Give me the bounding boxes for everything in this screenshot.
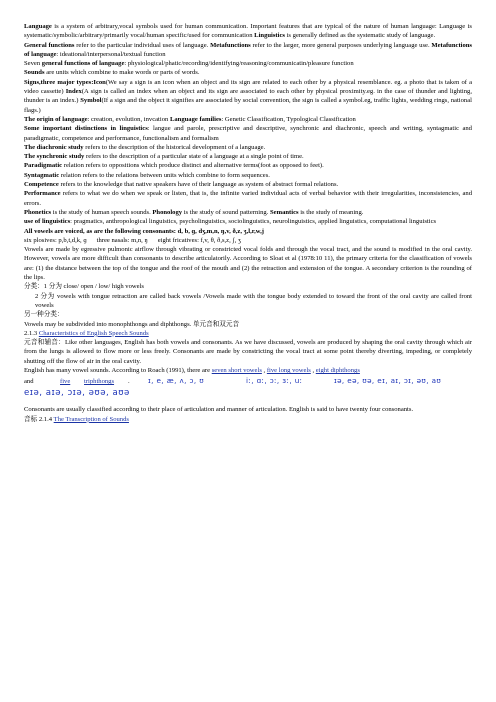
para-language-definition: Language is a system of arbitrary,vocal symbols used for human communication. Important features that are typical of the nature of human language: Language is systematic/symbolic/arbitrary/primarily vocal/human specific/used for communication Linguistics is generally defined as the systematic study of language. xyxy=(24,23,472,40)
para-section-213: 2.1.3 Characteristics of English Speech Sounds xyxy=(24,329,149,337)
document-page xyxy=(24,22,472,424)
link-triphthongs[interactable]: triphthongs xyxy=(84,378,115,386)
para-section-214: 音标 2.1.4 The Transcription of Sounds xyxy=(24,415,129,423)
link-five[interactable]: five xyxy=(60,378,71,386)
link-transcription[interactable]: The Transcription of Sounds xyxy=(53,415,129,423)
para-origin-families: The origin of language: creation, evolution, invcation Language families: Genetic Classification, Typological Classification xyxy=(24,115,356,123)
para-vowels: Vowels are made by egressive pulmonic airflow through vibrating or constricted vocal folds and through the vocal tract, and the sound is modified in the oral cavity. However, vowels are more difficult than consonants to describe articulatorily. According to Sloat et al (1978:10 11), the primary criteria for the classification of vowels are: (1) the distance between the top of the tongue and the roof of the mouth and (2) the retraction and extension of the tongue. A secondary criterion is the rounding of the lips. xyxy=(24,246,472,282)
ipa-short-vowels: ɪ, e, æ, ʌ, ɔ, ʊ xyxy=(148,376,205,386)
para-diachronic: The diachronic study refers to the description of the historical development of a language. xyxy=(24,143,266,151)
para-roach: English has many vowel sounds. According to Roach (1991), there are seven short vowels , five long vowels , eight diphthongs xyxy=(24,366,360,374)
para-synchronic: The synchronic study refers to the description of a particular state of a language at a single point of time. xyxy=(24,153,304,161)
para-phonetics: Phonetics is the study of human speech sounds. Phonology is the study of sound patterning. Semantics is the study of meaning. xyxy=(24,208,364,216)
para-vowels-consonants: 元音和辅音：Like other languages, English has both vowels and consonants. As we have discussed, vowels are produced by shaping the oral cavity through which air from the lungs is allowed to flow more or less freely. Consonants are made by constricting the vocal tract at some point thereby diverting, impeding, or completely shutting off the flow of air in the oral cavity. xyxy=(24,339,472,365)
para-voiced: All vowels are voiced, as are the following consonants: d, b, ɡ, dʒ,m,n, ŋ,v, ð,z, ʒ,l,r,w,j xyxy=(24,227,264,235)
para-classification-2: 2 分为 vowels with tongue retraction are called back vowels /Vowels made with the tongue body extended to toward the front of the oral cavity are called front vowels xyxy=(35,292,472,309)
para-classification-1: 分类：1 分为 close/ open / low/ high vowels xyxy=(24,283,144,291)
link-characteristics[interactable]: Characteristics of English Speech Sounds xyxy=(38,329,149,337)
para-paradigmatic: Paradigmatic relation refers to oppositions which produce distinct and alternative terms(foot as opposed to feet). xyxy=(24,162,324,170)
para-performance: Performance refers to what we do when we speak or listen, that is, the infinite varied individual acts of verbal behavior with their irregularities, inconsistencies, and errors. xyxy=(24,190,472,207)
para-distinctions: Some important distinctions in linguistics: langue and parole, prescriptive and descriptive, synchronic and diachronic, speech and writing, syntagmatic and paradigmatic, competence and performance, functionalism and formalism xyxy=(24,125,472,142)
link-long-vowels[interactable]: five long vowels xyxy=(266,366,311,374)
link-diphthongs[interactable]: eight diphthongs xyxy=(315,366,360,374)
para-signs: Signs,three major types:Icon(We say a sign is an icon when an object and its sign are related to each other by a physical resemblance. eg. a photo that is taken of a video cassette) Index(A sign is called an index when an object and its sign are associated to each other by physical proximity.eg. in the case of thunder and lighting, thunder is an index.) Symbol(If a sign and the object it signifies are associated by social convention, the sign is called a symbol.eg, traffic lights, wedding rings, national flags.) xyxy=(24,78,472,114)
para-seven-functions: Seven general functions of language: physiological/phatic/recording/identifying/reasoning/communicatin/pleasure function xyxy=(24,60,354,68)
para-consonant-classification: Consonants are usually classified according to their place of articulation and manner of articulation. English is said to have twenty four consonants. xyxy=(24,406,414,414)
ipa-triphthongs: eɪə, aɪə, ɔɪə, əʊə, aʊə xyxy=(24,388,130,399)
ipa-diphthongs: ɪə, eə, ʊə, eɪ, aɪ, ɔɪ, əʊ, aʊ xyxy=(334,376,442,386)
para-sounds: Sounds are units which combine to make words or parts of words. xyxy=(24,69,200,77)
ipa-triphthong-row xyxy=(24,389,472,402)
ipa-row: and five triphthongs . ɪ, e, æ, ʌ, ɔ, ʊ iː, ɑː, ɔː, ɜː, uː ɪə, eə, ʊə, eɪ, aɪ, ɔɪ, əʊ, aʊ xyxy=(24,376,442,386)
para-monophthongs: Vowels may be subdivided into monophthongs and diphthongs. 单元音和双元音 xyxy=(24,320,240,328)
para-functions: General functions refer to the particular individual uses of language. Metafunctions refer to the larger, more general purposes underlying language use. Metafunctions of language: ideational/interpersonal/textual function xyxy=(24,41,473,58)
ipa-long-vowels: iː, ɑː, ɔː, ɜː, uː xyxy=(246,376,303,386)
para-syntagmatic: Syntagmatic relation refers to the relations between units which combine to form sequences. xyxy=(24,171,270,179)
para-another-classification: 另一种分类： xyxy=(24,311,64,319)
para-use-of-linguistics: use of linguistics: pragmatics, anthropological linguistics, psycholinguistics, sociolinguistics, neurolinguistics, applied linguistics, computational linguistics xyxy=(24,218,437,226)
para-consonant-classes: six plosives: p,b,t,d,k, ɡ three nasals: m,n, ŋ eight fricatives: f,v, θ, ð,s,z, ʃ, ʒ xyxy=(24,236,241,244)
link-short-vowels[interactable]: seven short vowels xyxy=(211,366,262,374)
para-competence: Competence refers to the knowledge that native speakers have of their language as system of abstract formal relations. xyxy=(24,181,339,189)
